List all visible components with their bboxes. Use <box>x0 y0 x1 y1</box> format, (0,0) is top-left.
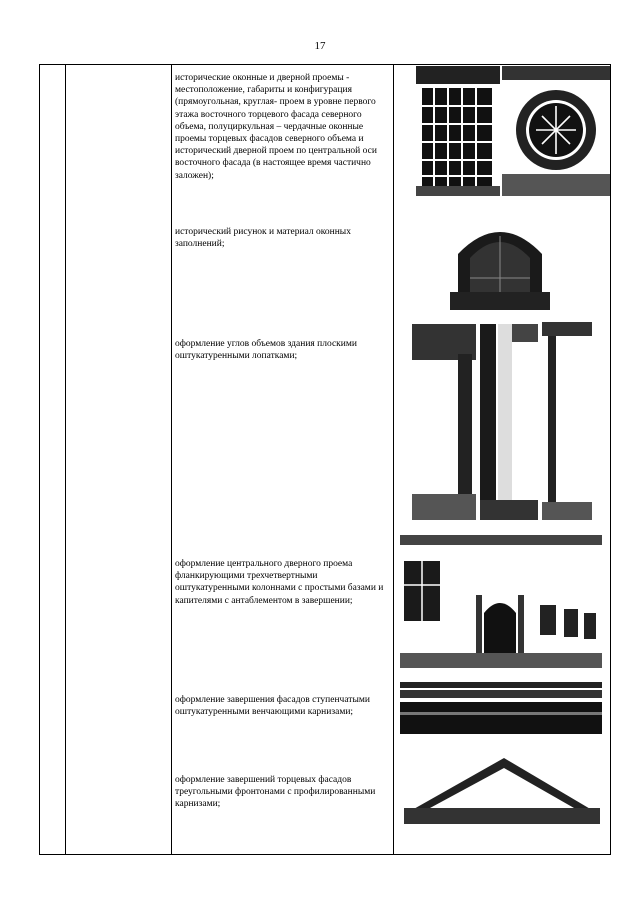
photo-triangular-pediment <box>404 748 600 824</box>
photo-arched-window <box>450 206 550 310</box>
row-1-text: исторические оконные и дверной проемы - местоположение, габариты и конфигурация (прямоугольная, круглая- проем в уровне первого этажа восточного торцевого фасада северного объема, полуциркульная – чердачные оконные проемы торцевых фасадов северного объема и исторический дверной проем по центральной оси восточного фасада (в настоящее время частично заложен); <box>175 73 377 181</box>
photo-stepped-cornice <box>400 682 602 734</box>
photo-corner-lesene-1 <box>412 324 476 520</box>
page-number: 17 <box>314 40 326 52</box>
row-5-text: оформление завершения фасадов ступенчатыми оштукатуренными венчающими карнизами; <box>175 695 370 718</box>
photo-round-window <box>502 66 610 196</box>
column-divider <box>171 65 172 854</box>
row-4-text: оформление центрального дверного проема фланкирующими трехчетвертными оштукатуренными колоннами с простыми базами и капителями с антаблементом в завершении; <box>175 559 384 606</box>
photo-corner-lesene-2 <box>480 324 538 520</box>
column-divider <box>393 65 394 854</box>
photo-window-grille <box>416 66 500 196</box>
row-3-text: оформление углов объемов здания плоскими оштукатуренными лопатками; <box>175 339 357 362</box>
row-6-text: оформление завершений торцевых фасадов треугольными фронтонами с профилированными карнизами; <box>175 775 376 810</box>
photo-corner-lesene-3 <box>542 322 592 520</box>
row-2-text: исторический рисунок и материал оконных заполнений; <box>175 227 351 250</box>
column-divider <box>65 65 66 854</box>
photo-central-door <box>400 535 602 668</box>
